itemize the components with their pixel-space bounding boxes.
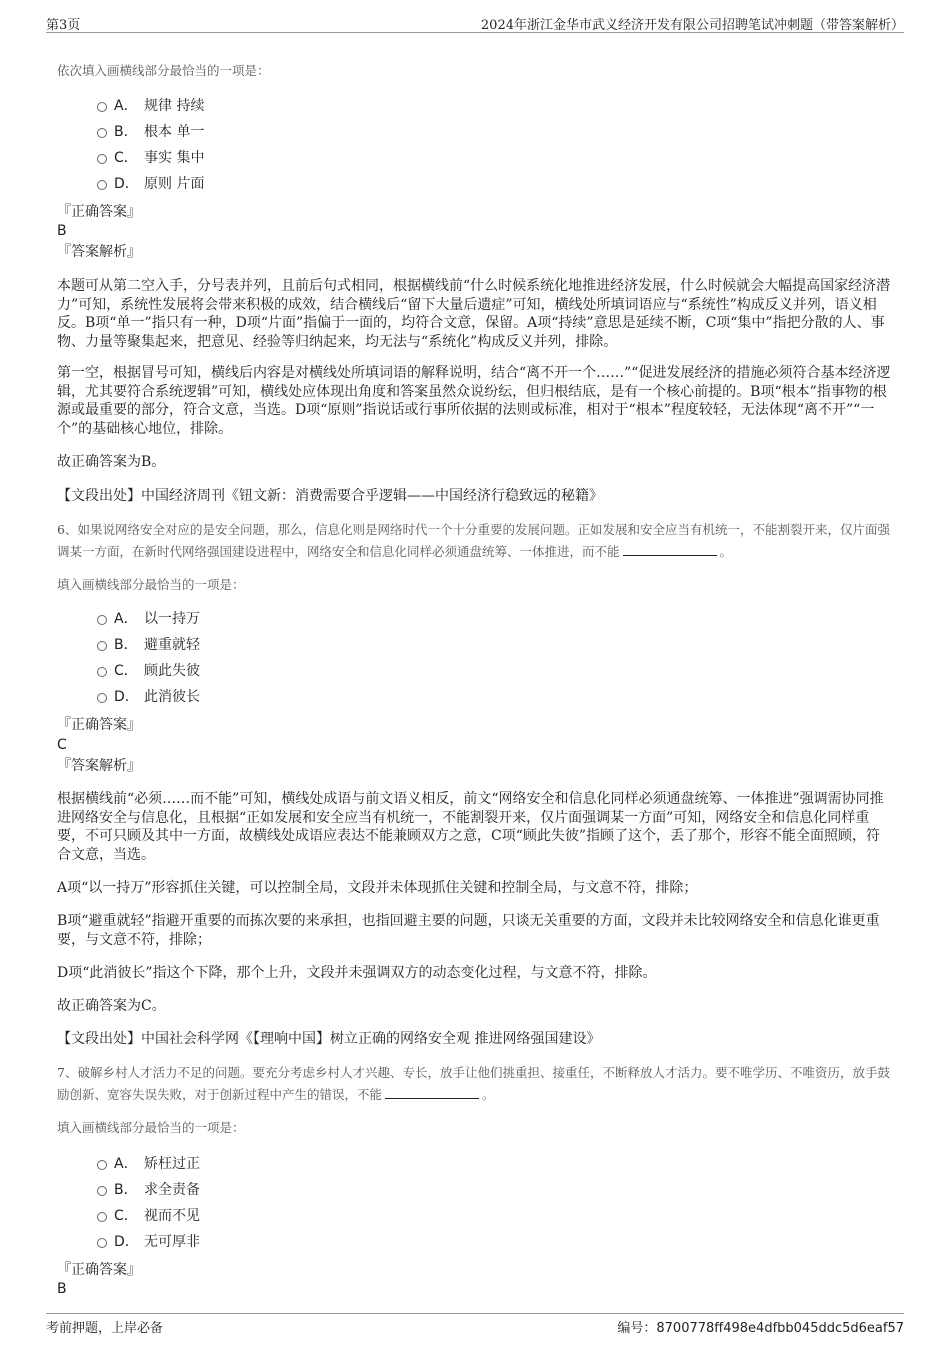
q5-option-c[interactable]: C． 事实 集中 — [97, 147, 204, 173]
q6-stem: 6、如果说网络安全对应的是安全问题，那么，信息化则是网络时代一个十分重要的发展问题。正如发展和安全应当有机统一，不能割裂开来，仅片面强调某一方面，在新时代网络强国建设进程中，网络安全和信息化同样必须通盘统筹、一体推进，而不能 。 — [57, 522, 890, 559]
radio-icon[interactable] — [97, 1212, 107, 1222]
q6-analysis-p1: 根据横线前“必须……而不能”可知，横线处成语与前文语义相反，前文“网络安全和信息化同样必须通盘统筹、一体推进”强调需协同推进网络安全与信息化，且根据“正如发展和安全应当有机统一，不能割裂开来，仅片面强调某一方面”可知，网络安全和信息化同样重要，不可只顾及其中一方面，故横线处成语应表达不能兼顾双方之意，C项“顾此失彼”指顾了这个，丢了那个，形容不能全面照顾，符合文意，当选。 — [57, 791, 884, 863]
radio-icon[interactable] — [97, 693, 107, 703]
q6-analysis-p2: A项“以一持万”形容抓住关键，可以控制全局，文段并未体现抓住关键和控制全局，与文意不符，排除； — [57, 880, 698, 896]
q6-option-c[interactable]: C． 顾此失彼 — [97, 660, 200, 686]
q7-options — [97, 1153, 200, 1257]
page-footer — [46, 1313, 904, 1338]
q6-source: 【文段出处】中国社会科学网《【理响中国】树立正确的网络安全观 推进网络强国建设》 — [57, 1031, 601, 1047]
q6-answer: C — [57, 737, 67, 753]
q5-option-d[interactable]: D． 原则 片面 — [97, 173, 204, 199]
radio-icon[interactable] — [97, 615, 107, 625]
q6-analysis-p3: B项“避重就轻”指避开重要的而拣次要的来承担，也指回避主要的问题，只谈无关重要的方面，文段并未比较网络安全和信息化谁更重要，与文意不符，排除； — [57, 913, 880, 948]
q6-option-a[interactable]: A． 以一持万 — [97, 608, 200, 634]
q5-answer: B — [57, 223, 67, 239]
q5-option-a[interactable]: A． 规律 持续 — [97, 95, 204, 121]
q6-option-b[interactable]: B． 避重就轻 — [97, 634, 200, 660]
q5-options — [97, 95, 204, 199]
q7-option-a[interactable]: A． 矫枉过正 — [97, 1153, 200, 1179]
q6-prompt: 填入画横线部分最恰当的一项是： — [57, 577, 245, 592]
q6-correct-label: 『正确答案』 — [57, 717, 141, 733]
q5-analysis-p2: 第一空，根据冒号可知，横线后内容是对横线处所填词语的解释说明，结合“离不开一个……”“促进发展经济的措施必须符合基本经济逻辑，尤其要符合系统逻辑”可知，横线处应体现出角度和答案虽然众说纷纭，但归根结底，是有一个核心前提的。B项“根本”指事物的根源或最重要的部分，符合文意，当选。D项“原则”指说话或行事所依据的法则或标准，相对于“根本”程度较轻，无法体现“离不开”“一个”的基础核心地位，排除。 — [57, 365, 891, 437]
q5-conclusion: 故正确答案为B。 — [57, 454, 166, 470]
radio-icon[interactable] — [97, 641, 107, 651]
q5-analysis-label: 『答案解析』 — [57, 244, 141, 260]
q6-analysis-label: 『答案解析』 — [57, 758, 141, 774]
fill-blank — [385, 1086, 479, 1099]
q7-answer: B — [57, 1281, 67, 1297]
q7-stem: 7、破解乡村人才活力不足的问题。要充分考虑乡村人才兴趣、专长，放手让他们挑重担、接重任，不断释放人才活力。要不唯学历、不唯资历，放手鼓励创新、宽容失误失败，对于创新过程中产生的错误，不能 。 — [57, 1065, 890, 1102]
q7-prompt: 填入画横线部分最恰当的一项是： — [57, 1120, 245, 1135]
q7-option-d[interactable]: D． 无可厚非 — [97, 1231, 200, 1257]
fill-blank — [623, 543, 717, 556]
footer-slogan: 考前押题，上岸必备 — [46, 1321, 164, 1336]
q6-option-d[interactable]: D． 此消彼长 — [97, 686, 200, 712]
page-header — [46, 10, 904, 33]
radio-icon[interactable] — [97, 667, 107, 677]
q7-option-b[interactable]: B． 求全责备 — [97, 1179, 200, 1205]
q5-analysis-p1: 本题可从第二空入手，分号表并列，且前后句式相同，根据横线前“什么时候系统化地推进经济发展，什么时候就会大幅提高国家经济潜力”可知，系统性发展将会带来积极的成效，结合横线后“留下大量后遗症”可知，横线处所填词语应与“系统性”构成反义并列，语义相反。B项“单一”指只有一种，D项“片面”指偏于一面的，均符合文意，保留。A项“持续”意思是延续不断，C项“集中”指把分散的人、事物、力量等聚集起来，把意见、经验等归纳起来，均无法与“系统化”构成反义并列，排除。 — [57, 278, 891, 350]
document-title: 2024年浙江金华市武义经济开发有限公司招聘笔试冲刺题（带答案解析） — [480, 18, 904, 33]
q6-conclusion: 故正确答案为C。 — [57, 998, 166, 1014]
radio-icon[interactable] — [97, 1160, 107, 1170]
q5-correct-label: 『正确答案』 — [57, 204, 141, 220]
radio-icon[interactable] — [97, 128, 107, 138]
radio-icon[interactable] — [97, 1238, 107, 1248]
q6-analysis-p4: D项“此消彼长”指这个下降，那个上升，文段并未强调双方的动态变化过程，与文意不符，排除。 — [57, 965, 657, 981]
radio-icon[interactable] — [97, 154, 107, 164]
radio-icon[interactable] — [97, 102, 107, 112]
q5-prompt: 依次填入画横线部分最恰当的一项是： — [57, 63, 270, 78]
footer-serial: 编号：8700778ff498e4dfbb045ddc5d6eaf57 — [617, 1321, 904, 1336]
q6-options — [97, 608, 200, 712]
q5-source: 【文段出处】中国经济周刊《钮文新：消费需要合乎逻辑——中国经济行稳致远的秘籍》 — [57, 488, 603, 504]
q7-correct-label: 『正确答案』 — [57, 1262, 141, 1278]
radio-icon[interactable] — [97, 180, 107, 190]
page-number: 第3页 — [46, 18, 81, 33]
radio-icon[interactable] — [97, 1186, 107, 1196]
q5-option-b[interactable]: B． 根本 单一 — [97, 121, 204, 147]
q7-option-c[interactable]: C． 视而不见 — [97, 1205, 200, 1231]
